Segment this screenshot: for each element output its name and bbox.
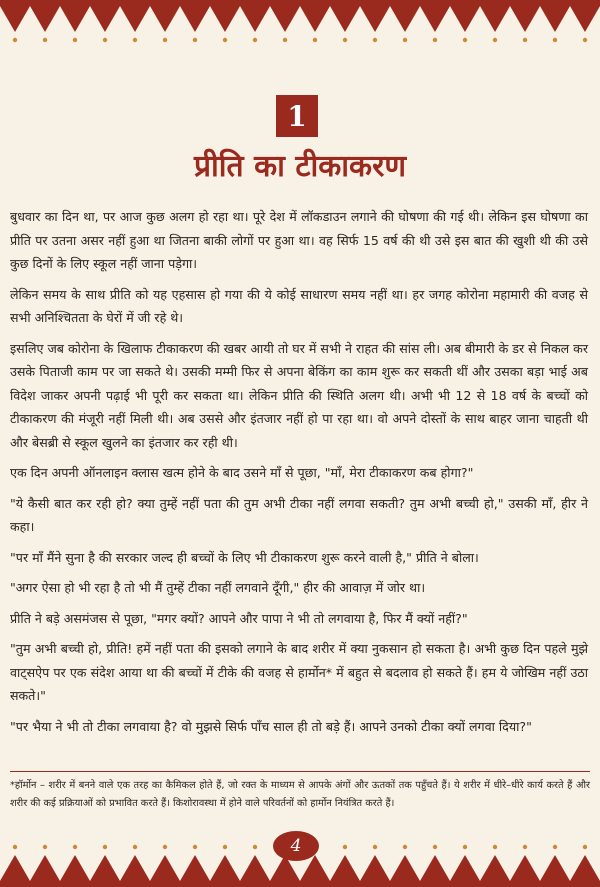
ornament-triangle <box>120 6 150 32</box>
ornament-dot <box>463 845 467 849</box>
ornament-triangle <box>480 6 510 32</box>
ornament-dot <box>373 38 377 42</box>
ornament-dot <box>433 845 437 849</box>
ornament-dot <box>583 38 587 42</box>
ornament-triangle <box>390 855 420 881</box>
paragraph: बुधवार का दिन था, पर आज कुछ अलग हो रहा था। पूरे देश में लॉकडाउन लगाने की घोषणा की गई थी। लेकिन इस घोषणा का प्रीति पर उतना असर नहीं हुआ था जितना बाकी लोगों पर हुआ था। वह सिर्फ 15 वर्ष की थी उसे इस बात की खुशी थी की उसे कुछ दिनों के लिए स्कूल नहीं जाना पड़ेगा। <box>10 209 588 271</box>
ornament-triangle <box>570 6 600 32</box>
ornament-triangle <box>210 855 240 881</box>
ornament-dot <box>523 38 527 42</box>
ornament-dot <box>253 38 257 42</box>
top-decorative-border <box>0 0 600 58</box>
ornament-dot <box>223 38 227 42</box>
page-number: 4 <box>273 831 319 861</box>
footnote: *हॉर्मोन – शरीर में बनने वाले एक तरह का कैमिकल होते हैं, जो रक्त के माध्यम से आपके अंगों और ऊतकों तक पहुँचते हैं। ये शरीर में धीरे–धीरे कार्य करते हैं और शरीर की कई प्रक्रियाओं को प्रभावित करते हैं। किशोरावस्था में होने वाले परिवर्तनों को हार्मोन नियंत्रित करते हैं। <box>10 780 590 809</box>
ornament-dot <box>493 38 497 42</box>
ornament-dot <box>163 845 167 849</box>
body-text <box>10 205 588 745</box>
ornament-triangle <box>540 6 570 32</box>
ornament-triangle <box>510 855 540 881</box>
ornament-triangle <box>30 855 60 881</box>
ornament-dot <box>43 38 47 42</box>
ornament-dot <box>493 845 497 849</box>
paragraph: प्रीति ने बड़े असमंजस से पूछा, "मगर क्यों? आपने और पापा ने भी तो लगवाया है, फिर मैं क्यों नहीं?" <box>10 610 468 626</box>
ornament-triangle <box>360 855 390 881</box>
ornament-dot <box>103 845 107 849</box>
ornament-dot <box>133 845 137 849</box>
ornament-triangle <box>60 855 90 881</box>
ornament-triangle <box>450 6 480 32</box>
ornament-triangle <box>480 855 510 881</box>
ornament-triangle <box>150 855 180 881</box>
ornament-triangle <box>420 6 450 32</box>
chapter-title: प्रीति का टीकाकरण <box>193 149 407 184</box>
ornament-triangle <box>300 6 330 32</box>
ornament-triangle <box>540 855 570 881</box>
ornament-triangle <box>360 6 390 32</box>
paragraph: एक दिन अपनी ऑनलाइन क्लास खत्म होने के बाद उसने माँ से पूछा, "माँ, मेरा टीकाकरण कब होगा?" <box>10 465 474 480</box>
ornament-triangle <box>180 6 210 32</box>
footnote-divider <box>10 771 590 772</box>
ornament-triangle <box>450 855 480 881</box>
ornament-dot <box>223 845 227 849</box>
ornament-triangle <box>0 855 30 881</box>
ornament-triangle <box>510 6 540 32</box>
ornament-triangle <box>120 855 150 881</box>
ornament-triangle <box>390 6 420 32</box>
ornament-triangle <box>240 855 270 881</box>
ornament-dot <box>73 38 77 42</box>
ornament-triangle <box>420 855 450 881</box>
ornament-triangle <box>240 6 270 32</box>
ornament-dot <box>553 845 557 849</box>
ornament-triangle <box>90 6 120 32</box>
ornament-dot <box>253 845 257 849</box>
ornament-dot <box>313 38 317 42</box>
ornament-dot <box>283 38 287 42</box>
ornament-dot <box>193 845 197 849</box>
ornament-dot <box>163 38 167 42</box>
ornament-triangle <box>180 855 210 881</box>
ornament-triangle <box>60 6 90 32</box>
ornament-dot <box>403 38 407 42</box>
ornament-dot <box>463 38 467 42</box>
ornament-triangle <box>210 6 240 32</box>
paragraph: इसलिए जब कोरोना के खिलाफ टीकाकरण की खबर आयी तो घर में सभी ने राहत की सांस ली। अब बीमारी के डर से निकल कर उसके पिताजी काम पर जा सकते थे। उसकी मम्मी फिर से अपना बेकिंग का काम शुरू कर सकती थीं और उसका बड़ा भाई अब विदेश जाकर अपनी पढ़ाई भी पूरी कर सकता था। लेकिन प्रीति की स्थिति अलग थी। अभी भी 12 से 18 वर्ष के बच्चों को टीकाकरण की मंजूरी नहीं मिली थी। अब उससे और इंतजार नहीं हो पा रहा था। वो अपने दोस्तों के साथ बाहर जाना चाहती थी और बेसब्री से स्कूल खुलने का इंतजार कर रही थी। <box>10 340 588 450</box>
ornament-dot <box>13 38 17 42</box>
ornament-dot <box>433 38 437 42</box>
paragraph: "पर भैया ने भी तो टीका लगवाया है? वो मुझसे सिर्फ पाँच साल ही तो बड़े हैं। आपने उनको टीका क्यों लगवा दिया?" <box>10 718 532 734</box>
ornament-dot <box>73 845 77 849</box>
chapter-number-badge: 1 <box>276 95 318 137</box>
ornament-triangle <box>0 6 30 32</box>
ornament-dot <box>583 845 587 849</box>
ornament-dot <box>343 845 347 849</box>
paragraph: "ये कैसी बात कर रही हो? क्या तुम्हें नहीं पता की तुम अभी टीका नहीं लगवा सकती? तुम अभी बच्ची हो," उसकी माँ, हीर ने कहा। <box>10 495 588 534</box>
ornament-dot <box>43 845 47 849</box>
ornament-triangle <box>90 855 120 881</box>
paragraph: "तुम अभी बच्ची हो, प्रीति! हमें नहीं पता की इसको लगाने के बाद शरीर में क्या नुकसान हो सकता है। अभी कुछ दिन पहले मुझे वाट्सऐप पर एक संदेश आया था की बच्चों में टीके की वजह से हार्मोन* में बहुत से बदलाव हो सकते हैं। हम ये जोखिम नहीं उठा सकते।" <box>10 641 588 703</box>
ornament-dot <box>373 845 377 849</box>
paragraph: लेकिन समय के साथ प्रीति को यह एहसास हो गया की ये कोई साधारण समय नहीं था। हर जगह कोरोना महामारी की वजह से सभी अनिश्चितता के घेरों में जी रहे थे। <box>10 286 588 325</box>
paragraph: "पर माँ मैंने सुना है की सरकार जल्द ही बच्चों के लिए भी टीकाकरण शुरू करने वाली है," प्रीति ने बोला। <box>10 549 479 565</box>
ornament-triangle <box>330 6 360 32</box>
ornament-dot <box>553 38 557 42</box>
ornament-dot <box>343 38 347 42</box>
ornament-triangle <box>570 855 600 881</box>
ornament-dot <box>13 845 17 849</box>
ornament-triangle <box>30 6 60 32</box>
ornament-dot <box>103 38 107 42</box>
ornament-dot <box>133 38 137 42</box>
ornament-dot <box>403 845 407 849</box>
paragraph: "अगर ऐसा हो भी रहा है तो भी मैं तुम्हें टीका नहीं लगवाने दूँगी," हीर की आवाज़ में जोर था। <box>10 580 426 595</box>
ornament-triangle <box>330 855 360 881</box>
ornament-dot <box>193 38 197 42</box>
ornament-dot <box>523 845 527 849</box>
ornament-triangle <box>270 6 300 32</box>
ornament-triangle <box>150 6 180 32</box>
